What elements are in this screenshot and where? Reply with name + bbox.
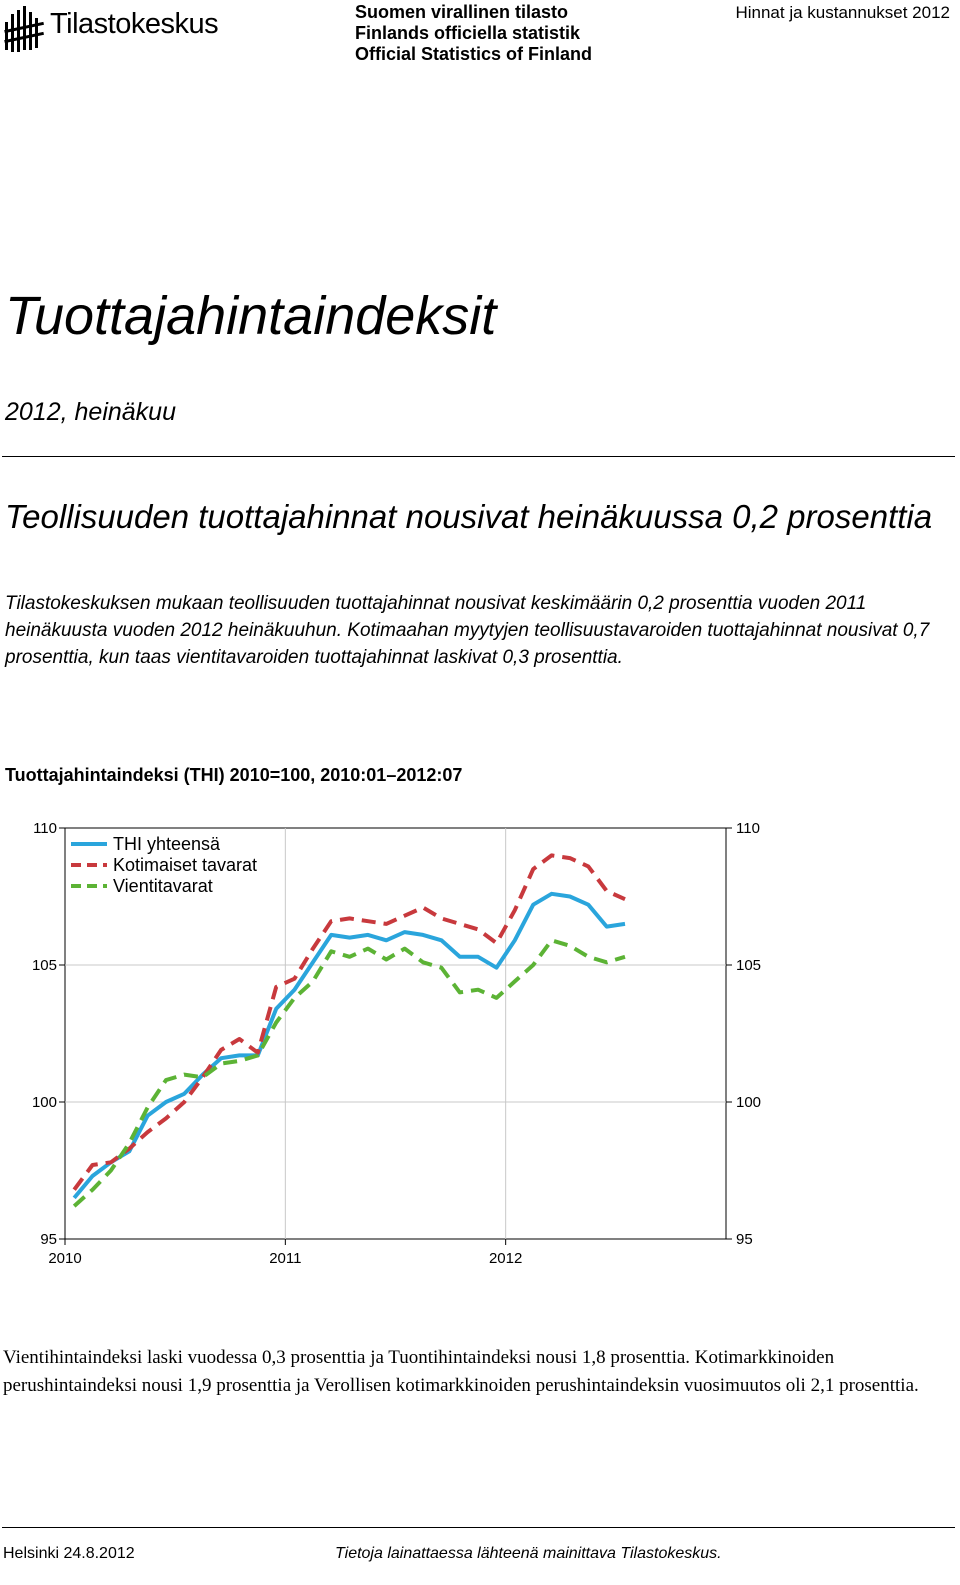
lead-paragraph: Tilastokeskuksen mukaan teollisuuden tuottajahinnat nousivat keskimäärin 0,2 prosenttia vuoden 2011 heinäkuusta vuoden 2012 heinäkuuhun. Kotimaahan myytyjen teollisuustavaroiden tuottajahinnat nousivat 0,7 prosenttia, kun taas vientitavaroiden tuottajahinnat laskivat 0,3 prosenttia. xyxy=(5,593,930,668)
logo-text: Tilastokeskus xyxy=(50,8,219,40)
x-tick-label: 2012 xyxy=(488,1250,523,1267)
y-tick-label-right: 110 xyxy=(736,820,760,837)
producer-price-chart xyxy=(20,812,780,1282)
footer-divider xyxy=(2,1527,955,1528)
body-paragraph: Vientihintaindeksi laski vuodessa 0,3 prosenttia ja Tuontihintaindeksi nousi 1,8 prosenttia. Kotimarkkinoiden perushintaindeksi nousi 1,9 prosenttia ja Verollisen kotimarkkinoiden perushintaindeksin vuosimuutos oli 2,1 prosenttia. xyxy=(3,1347,919,1396)
y-tick-label-left: 105 xyxy=(31,957,57,974)
series-line-vientitavarat xyxy=(74,940,625,1206)
official-statistics-label xyxy=(355,2,592,65)
chart-title: Tuottajahintaindeksi (THI) 2010=100, 2010:01–2012:07 xyxy=(5,765,463,785)
chart-svg xyxy=(20,812,780,1282)
publication-period: 2012, heinäkuu xyxy=(5,398,176,426)
divider xyxy=(2,456,955,457)
official-line-en: Official Statistics of Finland xyxy=(355,44,593,64)
series-line-thi-yhteens- xyxy=(74,894,625,1198)
legend-label: THI yhteensä xyxy=(113,834,221,854)
y-tick-label-right: 95 xyxy=(736,1231,753,1248)
official-line-fi: Suomen virallinen tilasto xyxy=(355,2,569,22)
y-tick-label-right: 100 xyxy=(736,1094,762,1111)
footer-place-date: Helsinki 24.8.2012 xyxy=(3,1545,135,1562)
x-tick-label: 2010 xyxy=(48,1250,82,1267)
y-tick-label-left: 110 xyxy=(33,820,57,837)
series-line-kotimaiset-tavarat xyxy=(74,855,625,1189)
legend-label: Vientitavarat xyxy=(113,876,213,896)
footer-source-note: Tietoja lainattaessa lähteenä mainittava Tilastokeskus. xyxy=(335,1545,722,1562)
page-title: Tuottajahintaindeksit xyxy=(5,286,497,346)
y-tick-label-right: 105 xyxy=(736,957,762,974)
headline: Teollisuuden tuottajahinnat nousivat heinäkuussa 0,2 prosenttia xyxy=(5,498,933,535)
y-tick-label-left: 100 xyxy=(31,1094,57,1111)
y-tick-label-left: 95 xyxy=(40,1231,57,1248)
logo-mark-icon xyxy=(4,4,52,56)
legend-label: Kotimaiset tavarat xyxy=(113,855,258,875)
series-name: Hinnat ja kustannukset 2012 xyxy=(735,3,950,22)
x-tick-label: 2011 xyxy=(269,1250,302,1267)
official-line-sv: Finlands officiella statistik xyxy=(355,23,581,43)
